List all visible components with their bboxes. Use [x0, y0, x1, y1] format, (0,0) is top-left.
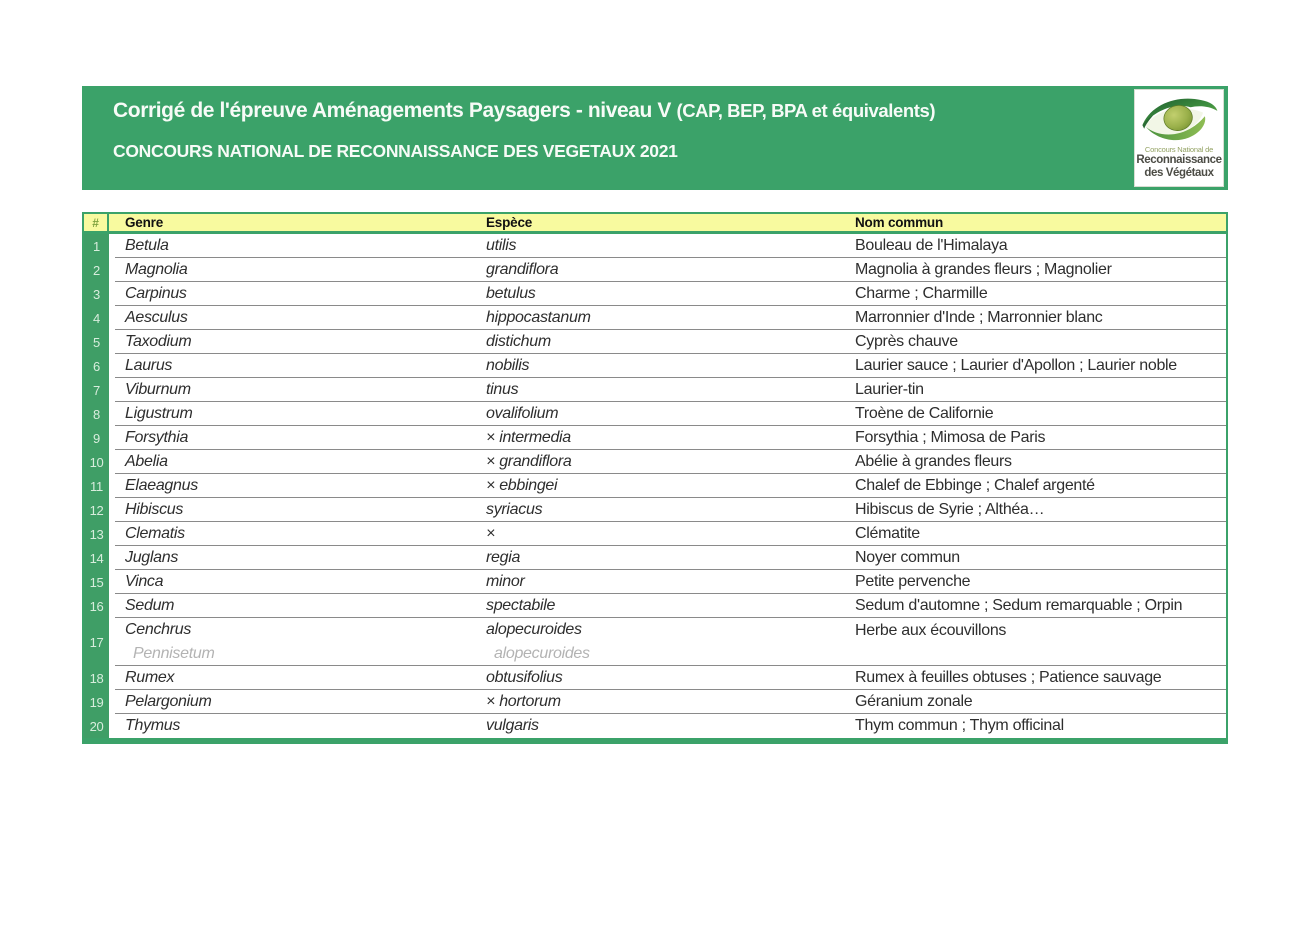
genre-name: Ligustrum: [125, 404, 193, 422]
genre-name: Carpinus: [125, 284, 187, 302]
genre-cell: [115, 258, 479, 282]
page-subtitle: CONCOURS NATIONAL DE RECONNAISSANCE DES VEGETAUX 2021: [113, 141, 678, 162]
genre-cell: [115, 474, 479, 498]
nom-commun-cell: [849, 570, 1226, 594]
espece-name: obtusifolius: [486, 668, 563, 686]
espece-cell: [479, 690, 849, 714]
genre-cell: [115, 402, 479, 426]
page-title-levels: (CAP, BEP, BPA et équivalents): [676, 100, 936, 121]
contest-logo: [1134, 89, 1224, 187]
nom-commun-text: Marronnier d'Inde ; Marronnier blanc: [855, 308, 1103, 326]
header-banner: [82, 86, 1228, 190]
genre-name: Pelargonium: [125, 692, 212, 710]
row-number: 1: [84, 234, 109, 258]
espece-name: × hortorum: [486, 692, 561, 710]
table-row: [84, 354, 1226, 378]
genre-cell: [115, 330, 479, 354]
espece-name: spectabile: [486, 596, 556, 614]
table-row: [84, 450, 1226, 474]
espece-name: grandiflora: [486, 260, 559, 278]
table-row: [84, 474, 1226, 498]
row-number: 5: [84, 330, 109, 354]
table-row: [84, 282, 1226, 306]
table-row: [84, 690, 1226, 714]
nom-commun-text: Forsythia ; Mimosa de Paris: [855, 428, 1046, 446]
espece-cell: [479, 474, 849, 498]
nom-commun-cell: [849, 282, 1226, 306]
espece-cell: [479, 498, 849, 522]
genre-name: Abelia: [125, 452, 168, 470]
logo-text-small: Concours National de: [1144, 145, 1214, 154]
espece-cell: [479, 714, 849, 738]
genre-name: Vinca: [125, 572, 164, 590]
nom-commun-cell: [849, 618, 1226, 666]
genre-name: Cenchrus: [125, 621, 192, 638]
table-row: [84, 594, 1226, 618]
nom-commun-text: Petite pervenche: [855, 572, 971, 590]
genre-name: Taxodium: [125, 332, 192, 350]
row-number: 15: [84, 570, 109, 594]
table-row: [84, 306, 1226, 330]
table-row: [84, 258, 1226, 282]
genre-cell: [115, 498, 479, 522]
row-number: 16: [84, 594, 109, 618]
nom-commun-cell: [849, 378, 1226, 402]
column-header-number: #: [84, 214, 109, 231]
nom-commun-text: Troène de Californie: [855, 404, 994, 422]
genre-name: Clematis: [125, 524, 185, 542]
row-number: 20: [84, 714, 109, 738]
genre-cell: [115, 282, 479, 306]
espece-cell: [479, 306, 849, 330]
nom-commun-text: Laurier sauce ; Laurier d'Apollon ; Laurier noble: [855, 356, 1177, 374]
genre-cell: [115, 522, 479, 546]
nom-commun-cell: [849, 402, 1226, 426]
espece-name: ×: [486, 524, 496, 542]
logo-text-sub: des Végétaux: [1144, 167, 1214, 180]
row-number: 18: [84, 666, 109, 690]
table-row: [84, 498, 1226, 522]
nom-commun-cell: [849, 690, 1226, 714]
table-row: [84, 234, 1226, 258]
genre-cell: [115, 690, 479, 714]
table-row: [84, 522, 1226, 546]
genre-cell: [115, 306, 479, 330]
nom-commun-cell: [849, 522, 1226, 546]
espece-name: distichum: [486, 332, 551, 350]
espece-cell: [479, 546, 849, 570]
nom-commun-text: Cyprès chauve: [855, 332, 958, 350]
nom-commun-text: Abélie à grandes fleurs: [855, 452, 1012, 470]
nom-commun-text: Charme ; Charmille: [855, 284, 988, 302]
column-header-nom: Nom commun: [855, 215, 944, 230]
genre-name: Aesculus: [125, 308, 188, 326]
nom-commun-cell: [849, 330, 1226, 354]
genre-name: Magnolia: [125, 260, 188, 278]
row-number: 10: [84, 450, 109, 474]
row-number: 19: [84, 690, 109, 714]
nom-commun-cell: [849, 426, 1226, 450]
row-number: 6: [84, 354, 109, 378]
row-number: 2: [84, 258, 109, 282]
row-number: 14: [84, 546, 109, 570]
genre-cell: [115, 618, 479, 666]
genre-name: Viburnum: [125, 380, 191, 398]
column-header-genre: Genre: [125, 215, 164, 230]
espece-cell: [479, 234, 849, 258]
espece-name: syriacus: [486, 500, 543, 518]
genre-cell: [115, 450, 479, 474]
genre-cell: [115, 714, 479, 738]
row-number: 4: [84, 306, 109, 330]
genre-cell: [115, 378, 479, 402]
nom-commun-cell: [849, 498, 1226, 522]
espece-cell: [479, 330, 849, 354]
genre-cell: [115, 354, 479, 378]
espece-name: betulus: [486, 284, 536, 302]
nom-commun-text: Géranium zonale: [855, 692, 973, 710]
row-number: 11: [84, 474, 109, 498]
genre-name: Elaeagnus: [125, 476, 198, 494]
nom-commun-cell: [849, 714, 1226, 738]
espece-cell: [479, 258, 849, 282]
genre-cell: [115, 426, 479, 450]
nom-commun-text: Clématite: [855, 524, 920, 542]
espece-name: × ebbingei: [486, 476, 558, 494]
genre-cell: [115, 570, 479, 594]
nom-commun-text: Bouleau de l'Himalaya: [855, 236, 1008, 254]
espece-name: alopecuroides: [486, 621, 582, 638]
table-header-row: [84, 214, 1226, 234]
espece-cell: [479, 522, 849, 546]
espece-cell: [479, 570, 849, 594]
genre-name: Thymus: [125, 717, 181, 734]
table-row: [84, 330, 1226, 354]
genre-name: Sedum: [125, 596, 175, 614]
page-title: [113, 98, 1228, 124]
genre-synonym: Pennisetum: [133, 645, 215, 662]
espece-name: nobilis: [486, 356, 530, 374]
table-row: [84, 402, 1226, 426]
row-number: 12: [84, 498, 109, 522]
genre-name: Hibiscus: [125, 500, 184, 518]
espece-name: utilis: [486, 236, 517, 254]
row-number: 17: [84, 618, 109, 666]
table-row: [84, 546, 1226, 570]
nom-commun-text: Hibiscus de Syrie ; Althéa…: [855, 500, 1045, 518]
table-row: [84, 666, 1226, 690]
espece-synonym: alopecuroides: [494, 645, 590, 662]
nom-commun-cell: [849, 258, 1226, 282]
row-number: 13: [84, 522, 109, 546]
espece-name: × grandiflora: [486, 452, 572, 470]
genre-cell: [115, 666, 479, 690]
espece-name: minor: [486, 572, 525, 590]
genre-name: Laurus: [125, 356, 173, 374]
espece-name: vulgaris: [486, 717, 539, 734]
table-row: [84, 570, 1226, 594]
espece-cell: [479, 594, 849, 618]
nom-commun-cell: [849, 354, 1226, 378]
table-body: [84, 234, 1226, 738]
espece-cell: [479, 282, 849, 306]
eye-leaf-icon: [1138, 93, 1220, 143]
table-row: [84, 378, 1226, 402]
nom-commun-text: Rumex à feuilles obtuses ; Patience sauvage: [855, 668, 1162, 686]
logo-text-main: Reconnaissance: [1136, 154, 1222, 166]
nom-commun-cell: [849, 666, 1226, 690]
table-row: [84, 618, 1226, 666]
column-header-espece: Espèce: [486, 215, 533, 230]
page-title-main: Corrigé de l'épreuve Aménagements Paysagers - niveau V: [113, 99, 677, 122]
nom-commun-cell: [849, 546, 1226, 570]
nom-commun-cell: [849, 306, 1226, 330]
nom-commun-text: Noyer commun: [855, 548, 960, 566]
genre-name: Forsythia: [125, 428, 189, 446]
row-number: 7: [84, 378, 109, 402]
espece-name: × intermedia: [486, 428, 571, 446]
espece-cell: [479, 426, 849, 450]
nom-commun-cell: [849, 450, 1226, 474]
espece-cell: [479, 450, 849, 474]
espece-name: regia: [486, 548, 521, 566]
table-row: [84, 714, 1226, 738]
nom-commun-text: Sedum d'automne ; Sedum remarquable ; Orpin: [855, 596, 1183, 614]
nom-commun-text: Magnolia à grandes fleurs ; Magnolier: [855, 260, 1112, 278]
espece-name: ovalifolium: [486, 404, 559, 422]
espece-name: tinus: [486, 380, 519, 398]
genre-cell: [115, 234, 479, 258]
espece-cell: [479, 378, 849, 402]
nom-commun-cell: [849, 234, 1226, 258]
nom-commun-text: Herbe aux écouvillons: [855, 622, 1007, 639]
espece-cell: [479, 618, 849, 666]
row-number: 3: [84, 282, 109, 306]
genre-name: Rumex: [125, 668, 175, 686]
row-number: 8: [84, 402, 109, 426]
plants-table: [82, 212, 1228, 744]
nom-commun-cell: [849, 474, 1226, 498]
espece-cell: [479, 402, 849, 426]
nom-commun-cell: [849, 594, 1226, 618]
table-row: [84, 426, 1226, 450]
espece-cell: [479, 666, 849, 690]
genre-cell: [115, 546, 479, 570]
espece-name: hippocastanum: [486, 308, 591, 326]
nom-commun-text: Thym commun ; Thym officinal: [855, 717, 1064, 734]
espece-cell: [479, 354, 849, 378]
nom-commun-text: Chalef de Ebbinge ; Chalef argenté: [855, 476, 1095, 494]
genre-name: Juglans: [125, 548, 179, 566]
row-number: 9: [84, 426, 109, 450]
genre-name: Betula: [125, 236, 169, 254]
nom-commun-text: Laurier-tin: [855, 380, 924, 398]
genre-cell: [115, 594, 479, 618]
